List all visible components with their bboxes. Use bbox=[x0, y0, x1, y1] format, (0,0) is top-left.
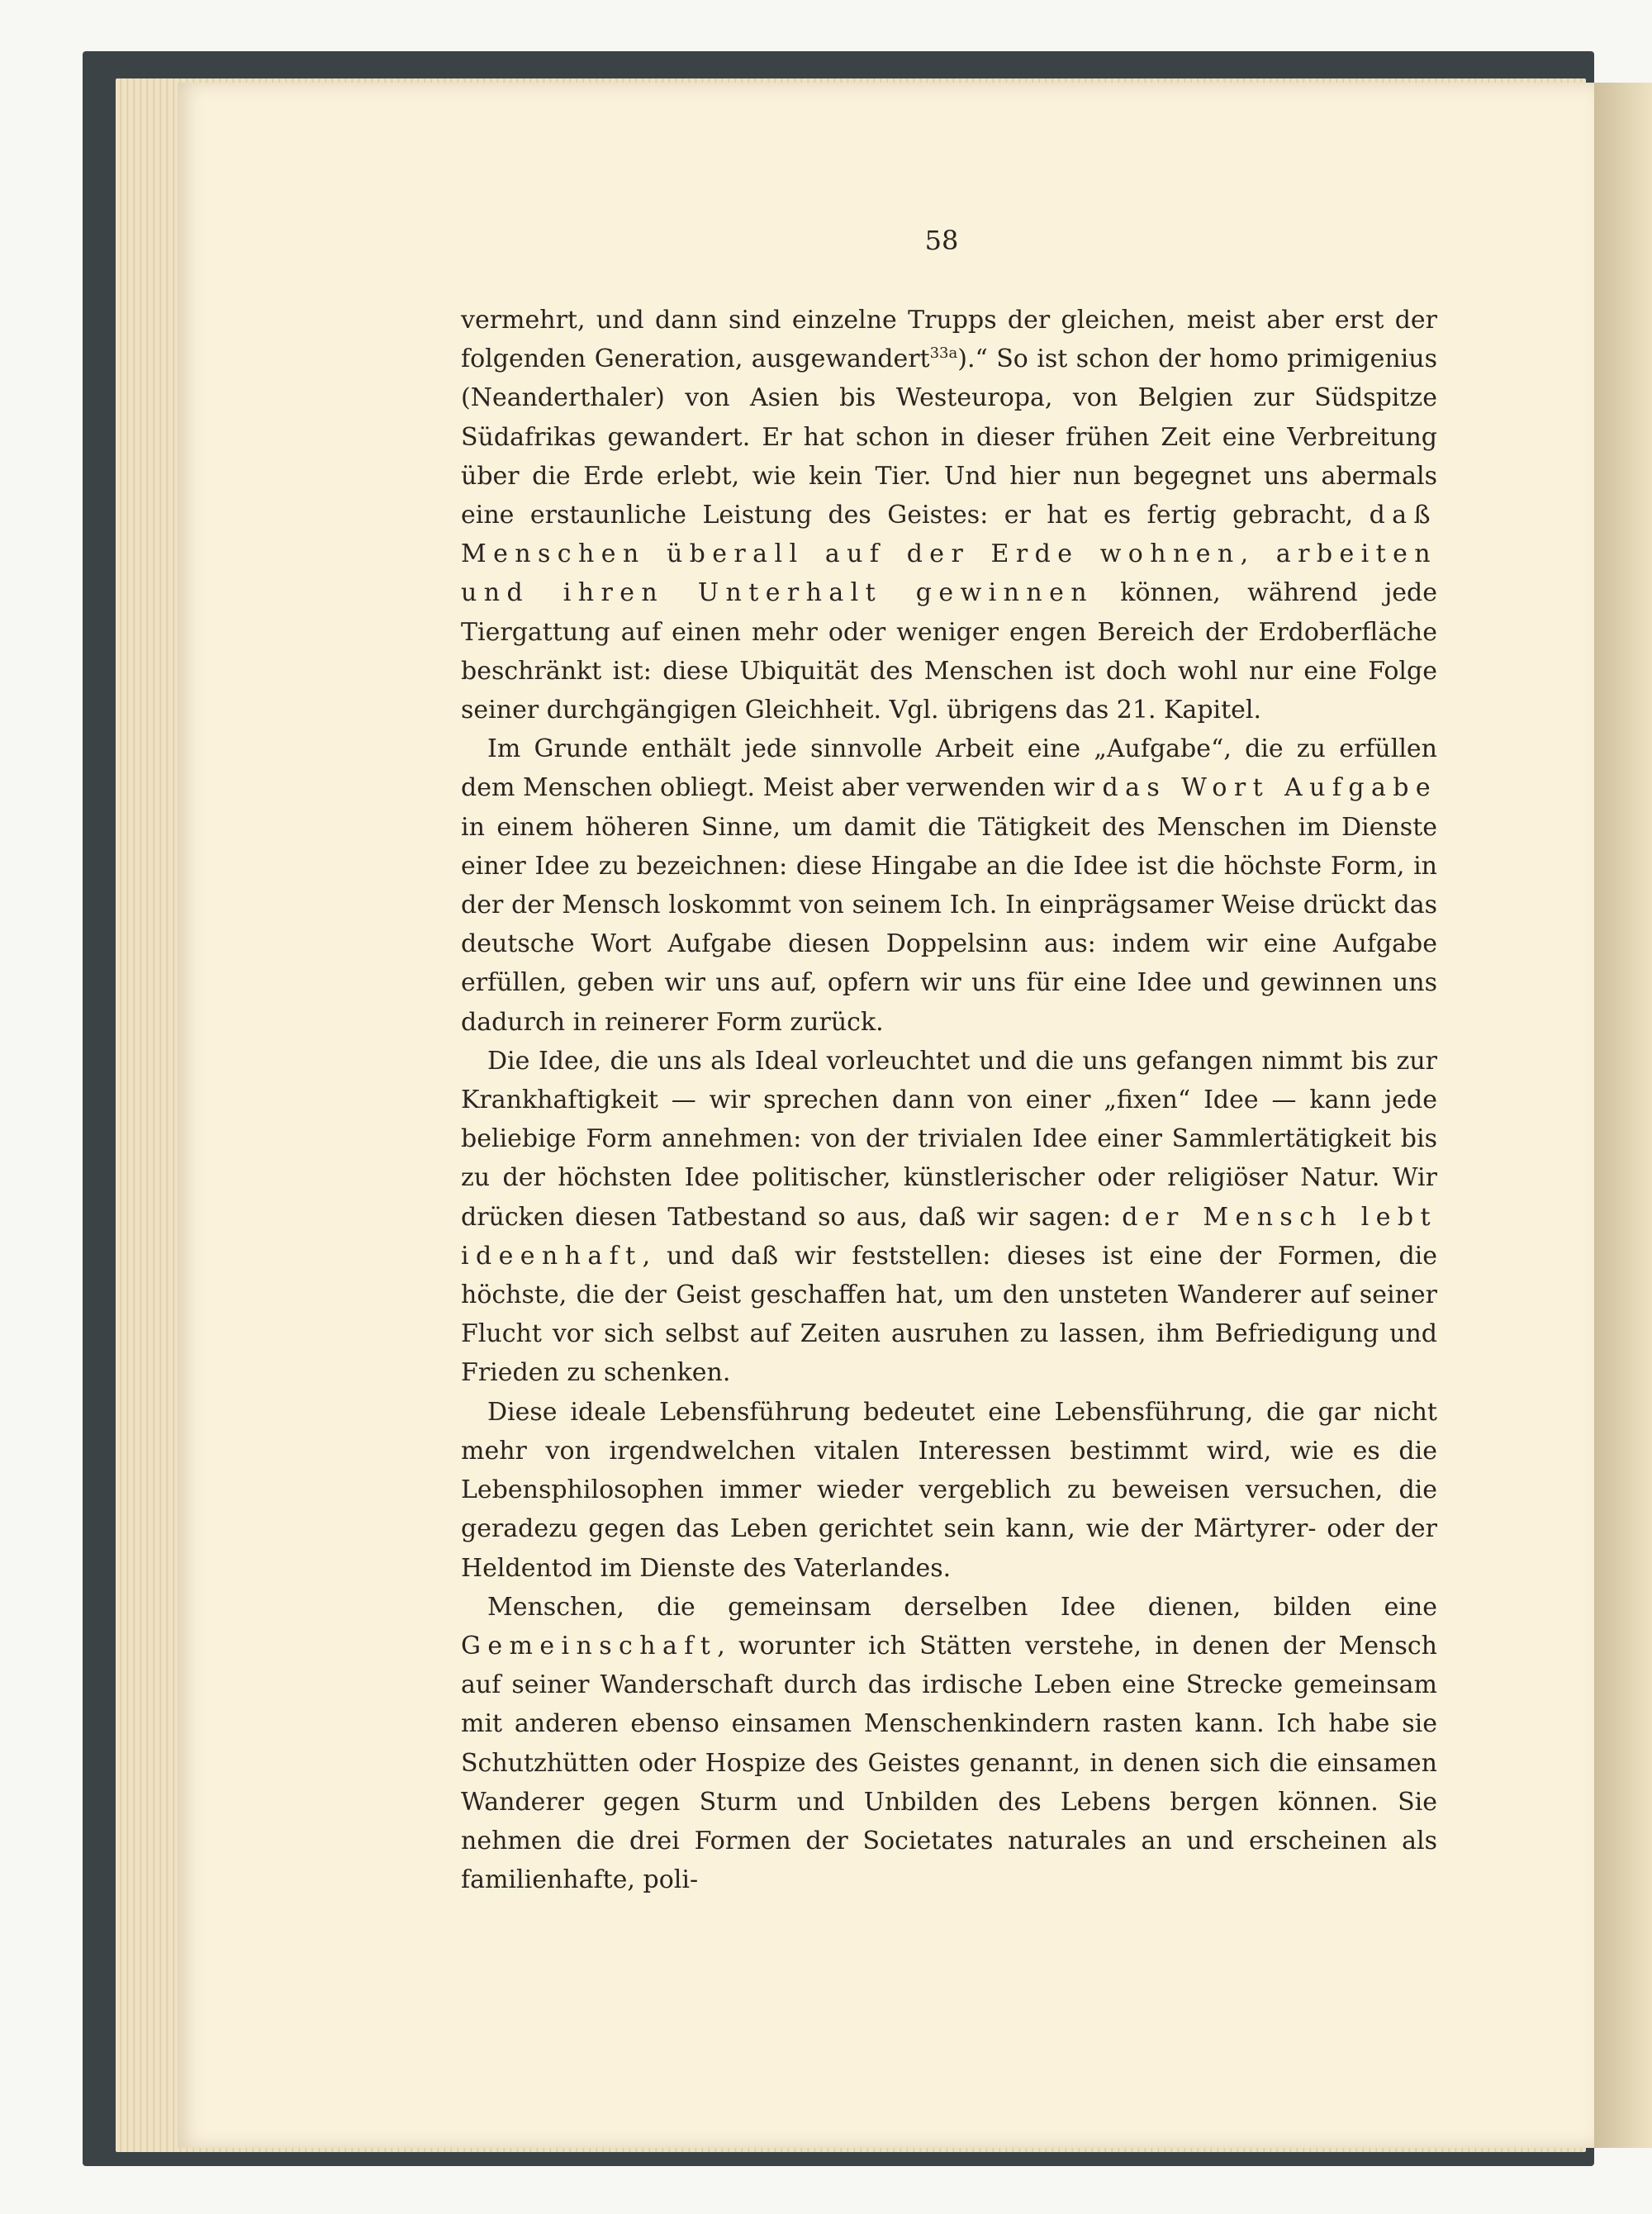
paragraph bbox=[461, 1588, 1437, 1900]
text-run: Diese ideale Lebensführung bedeutet eine Lebensführung, die gar nicht mehr von irgendwelchen vitalen Interessen bestimmt wird, wie es die Lebensphilosophen immer wieder vergeblich zu beweisen versuchen, die geradezu gegen das Leben gerichtet sein kann, wie der Märtyrer- oder der Heldentod im Dienste des Vaterlandes. bbox=[461, 1397, 1437, 1583]
next-page-edge bbox=[1594, 83, 1652, 2148]
emphasized-spaced-text: daß Menschen überall auf der Erde wohnen, arbeiten und ihren Unterhalt gewinnen bbox=[461, 501, 1437, 608]
text-run: in einem höheren Sinne, um damit die Tätigkeit des Menschen im Dienste einer Idee zu bezeichnen: diese Hingabe an die Idee ist die höchste Form, in der der Mensch loskommt von seinem Ich. In einprägsamer Weise drückt das deutsche Wort Aufgabe diesen Doppelsinn aus: indem wir eine Aufgabe erfüllen, geben wir uns auf, opfern wir uns für eine Idee und gewinnen uns dadurch in reinerer Form zurück. bbox=[461, 812, 1437, 1037]
text-run: können, während jede Tiergattung auf einen mehr oder weniger engen Bereich der Erdoberfläche beschränkt ist: diese Ubiquität des Menschen ist doch wohl nur eine Folge seiner durchgängigen Gleichheit. Vgl. übrigens das 21. Kapitel. bbox=[461, 578, 1437, 725]
text-run: Menschen, die gemeinsam derselben Idee dienen, bilden eine bbox=[487, 1592, 1437, 1622]
text-run: vermehrt, und dann sind einzelne Trupps der gleichen, meist aber erst der folgenden Generation, ausgewandert bbox=[461, 306, 1437, 374]
emphasized-spaced-text: der Mensch lebt ideenhaft bbox=[461, 1202, 1437, 1271]
paragraph bbox=[461, 1042, 1437, 1393]
text-run: , worunter ich Stätten verstehe, in denen der Mensch auf seiner Wanderschaft durch das irdische Leben eine Strecke gemeinsam mit anderen ebenso einsamen Menschenkindern rasten kann. Ich habe sie Schutzhütten oder Hospize des Geistes genannt, in denen sich die einsamen Wanderer gegen Sturm und Unbilden des Lebens bergen können. Sie nehmen die drei Formen der Societates naturales an und erscheinen als familienhafte, poli- bbox=[461, 1631, 1437, 1895]
emphasized-spaced-text: das Wort Aufgabe bbox=[1102, 773, 1437, 803]
footnote-marker: 33a bbox=[929, 344, 958, 363]
text-run: Im Grunde enthält jede sinnvolle Arbeit eine „Aufgabe“, die zu erfüllen dem Menschen obliegt. Meist aber verwenden wir bbox=[461, 734, 1437, 803]
paragraph bbox=[461, 1393, 1437, 1588]
page-number: 58 bbox=[924, 225, 959, 256]
paragraph bbox=[461, 301, 1437, 729]
text-run: ).“ So ist schon der homo primigenius (Neanderthaler) von Asien bis Westeuropa, von Belgien zur Südspitze Südafrikas gewandert. Er hat schon in dieser frühen Zeit eine Verbreitung über die Erde erlebt, wie kein Tier. Und hier nun begegnet uns abermals eine erstaunliche Leistung des Geistes: er hat es fertig gebracht, bbox=[461, 344, 1437, 530]
text-run: , und daß wir feststellen: dieses ist eine der Formen, die höchste, die der Geist geschaffen hat, um den unsteten Wanderer auf seiner Flucht vor sich selbst auf Zeiten ausruhen zu lassen, ihm Befriedigung und Frieden zu schenken. bbox=[461, 1241, 1437, 1388]
body-text bbox=[461, 301, 1437, 1899]
emphasized-spaced-text: Gemeinschaft bbox=[461, 1631, 718, 1660]
text-run: Die Idee, die uns als Ideal vorleuchtet und die uns gefangen nimmt bis zur Krankhaftigkeit — wir sprechen dann von einer „fixen“ Idee — kann jede beliebige Form annehmen: von der trivialen Idee einer Sammlertätigkeit bis zu der höchsten Idee politischer, künstlerischer oder religiöser Natur. Wir drücken diesen Tatbestand so aus, daß wir sagen: bbox=[461, 1046, 1437, 1232]
paragraph bbox=[461, 729, 1437, 1042]
